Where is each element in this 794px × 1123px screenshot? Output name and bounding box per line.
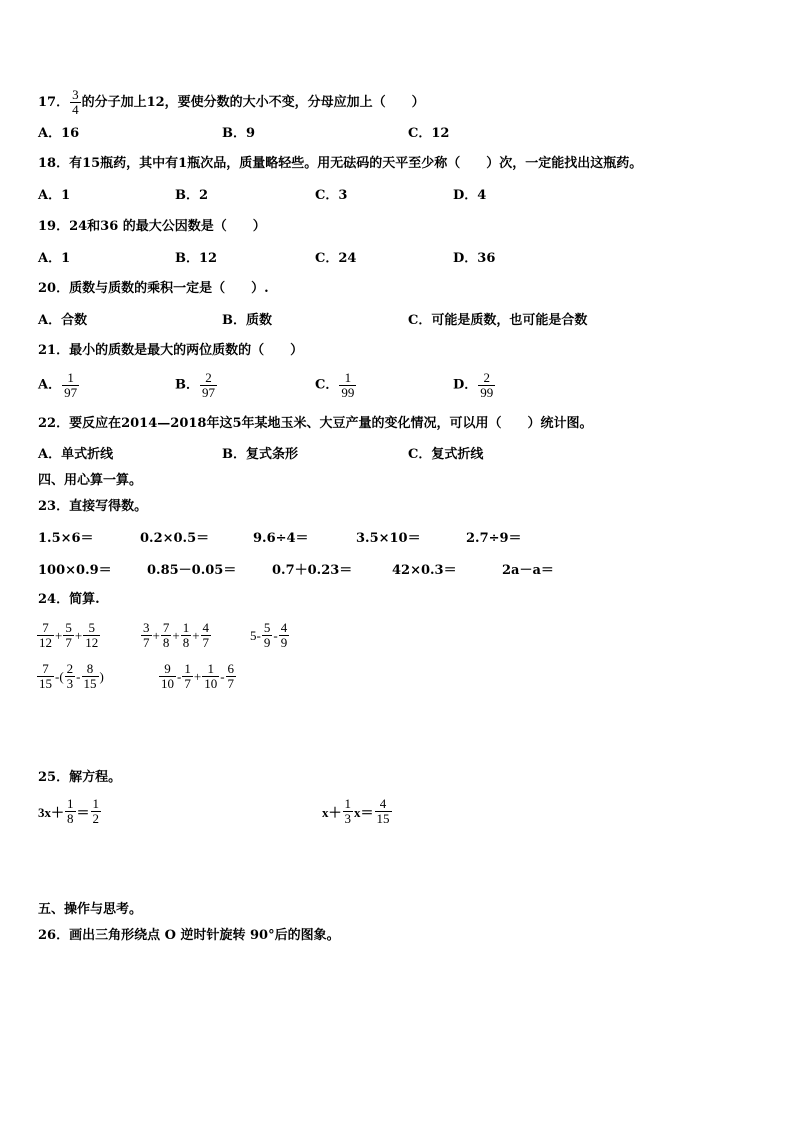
- denominator: 7: [227, 676, 235, 691]
- numerator: 7: [162, 620, 170, 635]
- fraction: [181, 621, 192, 650]
- q21-option-d[interactable]: [453, 371, 496, 400]
- denominator: 97: [64, 385, 78, 400]
- fraction: [226, 662, 237, 691]
- numerator: 8: [82, 662, 99, 677]
- denominator: 9: [263, 635, 271, 650]
- q23-item: 3.5×10＝: [356, 531, 421, 546]
- fraction: [63, 621, 74, 650]
- q24-stem: 24．简算.: [38, 592, 100, 607]
- q21-option-b-fraction: [200, 371, 217, 400]
- q21-option-c-label: C．: [315, 377, 339, 393]
- denominator: 7: [202, 635, 210, 650]
- q23-item: 2.7÷9＝: [466, 531, 522, 546]
- q23-item: 42×0.3＝: [392, 563, 457, 578]
- q21-option-a[interactable]: [38, 371, 80, 400]
- q24-expression-5: [158, 662, 237, 691]
- denominator: 8: [67, 811, 74, 826]
- q17-option-a[interactable]: A．16: [38, 126, 80, 141]
- q25-equation-1: [38, 797, 102, 826]
- q22-option-a[interactable]: A．单式折线: [38, 447, 114, 462]
- fraction: [82, 662, 99, 691]
- denominator: 10: [161, 676, 174, 691]
- denominator: 99: [480, 385, 494, 400]
- numerator: 7: [37, 621, 54, 636]
- q17-stem: [38, 88, 425, 117]
- q21-option-d-fraction: [478, 371, 495, 400]
- denominator: 12: [85, 635, 99, 650]
- operand: 5-: [250, 627, 261, 643]
- q18-option-a[interactable]: A．1: [38, 188, 71, 203]
- q21-option-b[interactable]: [175, 371, 218, 400]
- denominator: 10: [204, 676, 218, 691]
- q19-option-a[interactable]: A．1: [38, 251, 71, 266]
- denominator: 7: [65, 635, 72, 650]
- q18-option-d[interactable]: D．4: [453, 188, 487, 203]
- numerator: 1: [339, 371, 356, 386]
- q19-stem: 19．24和36 的最大公因数是（ ）: [38, 219, 266, 234]
- q17-frac-numerator: 3: [72, 87, 79, 102]
- q23-item: 2a－a＝: [502, 563, 554, 578]
- denominator: 2: [92, 811, 100, 826]
- numerator: 1: [92, 796, 100, 811]
- q21-option-a-label: A．: [38, 377, 62, 393]
- numerator: 2: [66, 661, 74, 676]
- denominator: 12: [39, 635, 52, 650]
- q20-option-b[interactable]: B．质数: [222, 313, 272, 328]
- q21-option-c[interactable]: [315, 371, 357, 400]
- q17-option-c[interactable]: C．12: [408, 126, 450, 141]
- q21-option-a-fraction: [62, 371, 79, 400]
- numerator: 6: [227, 661, 235, 676]
- q23-item: 100×0.9＝: [38, 563, 112, 578]
- q24-expression-2: [140, 621, 212, 650]
- q22-option-b[interactable]: B．复式条形: [222, 447, 298, 462]
- numerator: 9: [159, 662, 176, 677]
- operator: +: [193, 668, 202, 684]
- operator: -: [177, 668, 182, 684]
- q17-option-b[interactable]: B．9: [222, 126, 256, 141]
- denominator: 8: [162, 635, 170, 650]
- denominator: 9: [280, 635, 288, 650]
- fraction: [83, 621, 100, 650]
- numerator: 2: [200, 371, 217, 386]
- denominator: 3: [344, 811, 352, 826]
- q24-expression-4: [36, 662, 104, 691]
- denominator: 7: [184, 676, 191, 691]
- operator: -: [76, 668, 81, 684]
- denominator: 7: [143, 635, 150, 650]
- denominator: 15: [83, 676, 97, 691]
- q21-option-b-label: B．: [175, 377, 199, 393]
- fraction: [201, 621, 212, 650]
- numerator: 1: [67, 796, 74, 811]
- q20-option-c[interactable]: C．可能是质数，也可能是合数: [408, 313, 588, 328]
- q24-expression-1: [36, 621, 101, 650]
- fraction: [65, 662, 76, 691]
- numerator: 1: [344, 796, 352, 811]
- numerator: 5: [83, 621, 100, 636]
- q19-option-b[interactable]: B．12: [175, 251, 218, 266]
- q18-option-b[interactable]: B．2: [175, 188, 209, 203]
- q17-fraction: [70, 88, 81, 117]
- numerator: 1: [62, 371, 79, 386]
- numerator: 1: [184, 661, 191, 676]
- operator: +: [55, 627, 63, 643]
- numerator: 5: [263, 620, 271, 635]
- fraction: [182, 662, 193, 691]
- numerator: 2: [478, 371, 495, 386]
- denominator: 8: [182, 635, 190, 650]
- q25-stem: 25．解方程。: [38, 770, 122, 785]
- q23-item: 0.85－0.05＝: [147, 563, 237, 578]
- fraction: [375, 797, 392, 826]
- q21-stem: 21．最小的质数是最大的两位质数的（ ）: [38, 343, 304, 358]
- q19-option-c[interactable]: C．24: [315, 251, 357, 266]
- operator: x＝: [354, 805, 374, 820]
- numerator: 7: [37, 662, 54, 677]
- operator: +: [152, 627, 160, 643]
- denominator: 99: [341, 385, 355, 400]
- operator: ＝: [76, 805, 90, 820]
- fraction: [159, 662, 176, 691]
- q22-stem: 22．要反应在2014—2018年这5年某地玉米、大豆产量的变化情况，可以用（ ）统计图。: [38, 416, 593, 431]
- fraction: [91, 797, 102, 826]
- denominator: 3: [66, 676, 74, 691]
- fraction: [161, 621, 172, 650]
- fraction: [343, 797, 354, 826]
- q19-option-d[interactable]: D．36: [453, 251, 496, 266]
- operator: ): [99, 668, 104, 684]
- section-4-heading: 四、用心算一算。: [38, 473, 143, 488]
- fraction: [37, 621, 54, 650]
- operator: +: [172, 627, 180, 643]
- numerator: 1: [182, 620, 190, 635]
- operator: -(: [55, 668, 64, 684]
- fraction: [37, 662, 54, 691]
- q20-option-a[interactable]: A．合数: [38, 313, 88, 328]
- q21-option-c-fraction: [339, 371, 356, 400]
- section-5-heading: 五、操作与思考。: [38, 902, 143, 917]
- numerator: 4: [375, 797, 392, 812]
- numerator: 4: [280, 620, 288, 635]
- q17-text: 的分子加上12，要使分数的大小不变，分母应加上（ ）: [81, 95, 425, 110]
- operator: -: [273, 627, 278, 643]
- fraction: [262, 621, 273, 650]
- operand: x＋: [322, 805, 342, 820]
- operator: +: [74, 627, 83, 643]
- q23-item: 0.7＋0.23＝: [272, 563, 353, 578]
- q24-expression-3: [250, 621, 290, 650]
- operator: -: [220, 668, 225, 684]
- q18-stem: 18．有15瓶药，其中有1瓶次品，质量略轻些。用无砝码的天平至少称（ ）次，一定能找出这瓶药。: [38, 156, 643, 171]
- fraction: [65, 797, 76, 826]
- operand: 3x＋: [38, 805, 65, 820]
- q17-number: 17．: [38, 95, 70, 110]
- denominator: 15: [376, 811, 390, 826]
- fraction: [279, 621, 290, 650]
- numerator: 1: [202, 662, 219, 677]
- numerator: 4: [202, 620, 210, 635]
- q20-stem: 20．质数与质数的乘积一定是（ ）.: [38, 281, 269, 296]
- q22-option-c[interactable]: C．复式折线: [408, 447, 484, 462]
- fraction: [202, 662, 219, 691]
- q17-frac-denominator: 4: [72, 102, 79, 117]
- q23-item: 1.5×6＝: [38, 531, 94, 546]
- q18-option-c[interactable]: C．3: [315, 188, 348, 203]
- numerator: 5: [65, 620, 72, 635]
- denominator: 15: [39, 676, 52, 691]
- q23-item: 0.2×0.5＝: [140, 531, 210, 546]
- q23-item: 9.6÷4＝: [253, 531, 309, 546]
- fraction: [141, 621, 152, 650]
- q21-option-d-label: D．: [453, 377, 478, 393]
- denominator: 97: [202, 385, 215, 400]
- q25-equation-2: [322, 797, 393, 826]
- q23-stem: 23．直接写得数。: [38, 499, 148, 514]
- q26-stem: 26．画出三角形绕点 O 逆时针旋转 90°后的图象。: [38, 928, 340, 943]
- operator: +: [192, 627, 200, 643]
- numerator: 3: [143, 620, 150, 635]
